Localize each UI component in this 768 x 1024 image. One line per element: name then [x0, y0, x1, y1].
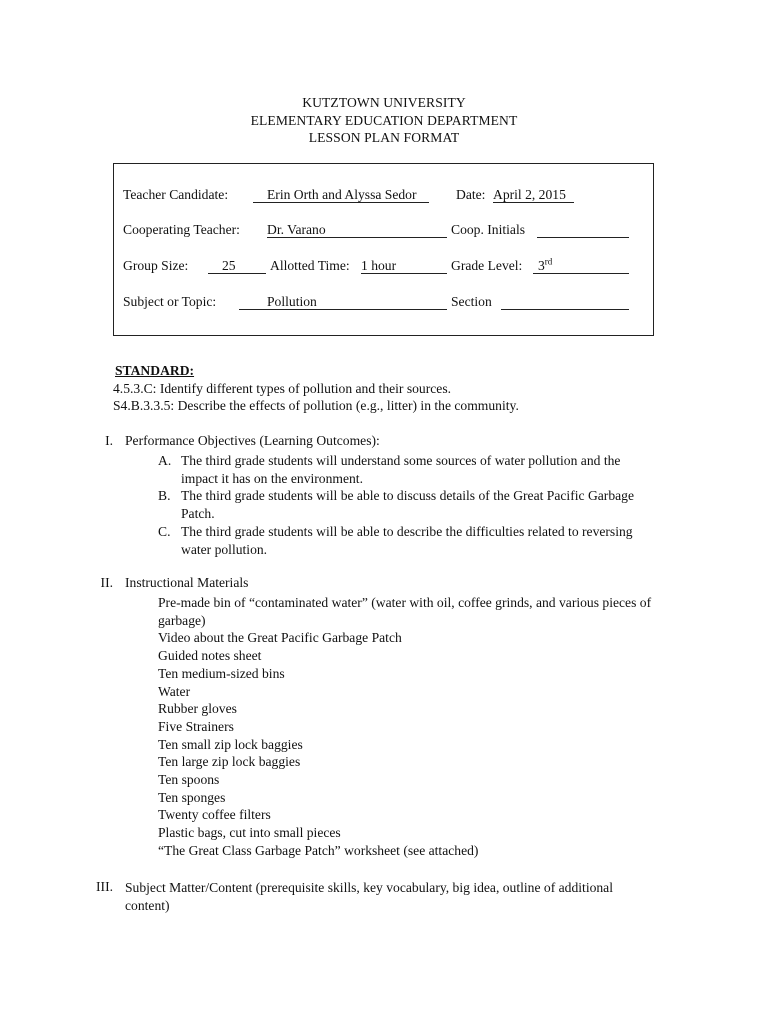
- material-item: Five Strainers: [158, 718, 234, 734]
- section-number: I.: [105, 433, 113, 448]
- section-field[interactable]: [501, 294, 629, 310]
- group-size-value: 25: [222, 258, 236, 273]
- material-item: Video about the Great Pacific Garbage Patch: [158, 630, 402, 646]
- grade-level-label: Grade Level:: [451, 258, 523, 273]
- group-size-field[interactable]: [208, 258, 266, 274]
- document-title: LESSON PLAN FORMAT: [308, 130, 460, 145]
- objective-letter: B.: [158, 488, 171, 503]
- allotted-time-field[interactable]: [361, 258, 447, 274]
- section-number: III.: [96, 879, 113, 894]
- objective-text: The third grade students will understand some sources of water pollution and the impact it has on the environment.: [181, 453, 621, 486]
- teacher-candidate-label: Teacher Candidate:: [123, 187, 229, 202]
- material-item: Ten medium-sized bins: [158, 665, 285, 681]
- coop-initials-label: Coop. Initials: [451, 222, 526, 237]
- section-number: II.: [100, 575, 113, 590]
- material-item: Rubber gloves: [158, 701, 237, 717]
- objective-letter: A.: [158, 453, 172, 468]
- department-name: ELEMENTARY EDUCATION DEPARTMENT: [250, 112, 518, 128]
- subject-field[interactable]: [239, 294, 447, 310]
- grade-level-value: [533, 258, 552, 273]
- university-name: KUTZTOWN UNIVERSITY: [302, 95, 466, 110]
- material-item: Guided notes sheet: [158, 648, 262, 664]
- section-label: Section: [451, 294, 492, 309]
- material-item: Ten large zip lock baggies: [158, 754, 301, 770]
- lesson-info-box: [113, 163, 654, 336]
- info-row-group: [123, 258, 643, 276]
- section-title: Performance Objectives (Learning Outcomes):: [125, 433, 380, 448]
- date-field[interactable]: [493, 187, 574, 203]
- cooperating-teacher-value: Dr. Varano: [267, 222, 326, 237]
- date-value: April 2, 2015: [493, 187, 566, 202]
- material-item: “The Great Class Garbage Patch” worksheet (see attached): [158, 842, 479, 858]
- grade-level-suffix: rd: [544, 256, 553, 267]
- allotted-time-label: Allotted Time:: [270, 258, 350, 273]
- objective-text: The third grade students will be able to describe the difficulties related to reversing water pollution.: [181, 524, 633, 557]
- objective-letter: C.: [158, 524, 171, 539]
- materials-list: [158, 594, 658, 860]
- section-title: Subject Matter/Content (prerequisite skills, key vocabulary, big idea, outline of additional content): [125, 880, 613, 913]
- grade-level-number: 3: [538, 258, 545, 273]
- cooperating-teacher-label: Cooperating Teacher:: [123, 222, 240, 237]
- standard-line-1: 4.5.3.C: Identify different types of pollution and their sources.: [113, 380, 452, 396]
- allotted-time-value: 1 hour: [361, 258, 397, 273]
- info-row-teacher: [123, 187, 643, 205]
- section-title: Instructional Materials: [125, 575, 249, 590]
- coop-initials-field[interactable]: [537, 222, 629, 238]
- material-item: Ten sponges: [158, 789, 226, 805]
- material-item: Plastic bags, cut into small pieces: [158, 825, 341, 841]
- subject-label: Subject or Topic:: [123, 294, 217, 309]
- material-item: Water: [158, 683, 191, 699]
- info-row-cooperating: [123, 222, 643, 240]
- date-label: Date:: [456, 187, 486, 202]
- grade-level-field[interactable]: [533, 258, 629, 274]
- material-item: Ten spoons: [158, 772, 220, 788]
- standard-line-2: S4.B.3.3.5: Describe the effects of pollution (e.g., litter) in the community.: [113, 398, 519, 414]
- objective-text: The third grade students will be able to discuss details of the Great Pacific Garbage Patch.: [181, 488, 634, 521]
- document-header: [0, 94, 768, 147]
- material-item: Ten small zip lock baggies: [158, 736, 303, 752]
- material-item: Pre-made bin of “contaminated water” (water with oil, coffee grinds, and various pieces of garbage): [158, 595, 652, 628]
- teacher-candidate-field[interactable]: [253, 187, 429, 203]
- teacher-candidate-value: Erin Orth and Alyssa Sedor: [267, 187, 417, 202]
- standard-block: [113, 362, 519, 415]
- info-row-subject: [123, 294, 643, 312]
- material-item: Twenty coffee filters: [158, 807, 271, 823]
- group-size-label: Group Size:: [123, 258, 189, 273]
- subject-value: Pollution: [267, 294, 317, 309]
- standard-title: STANDARD:: [115, 363, 195, 378]
- cooperating-teacher-field[interactable]: [267, 222, 447, 238]
